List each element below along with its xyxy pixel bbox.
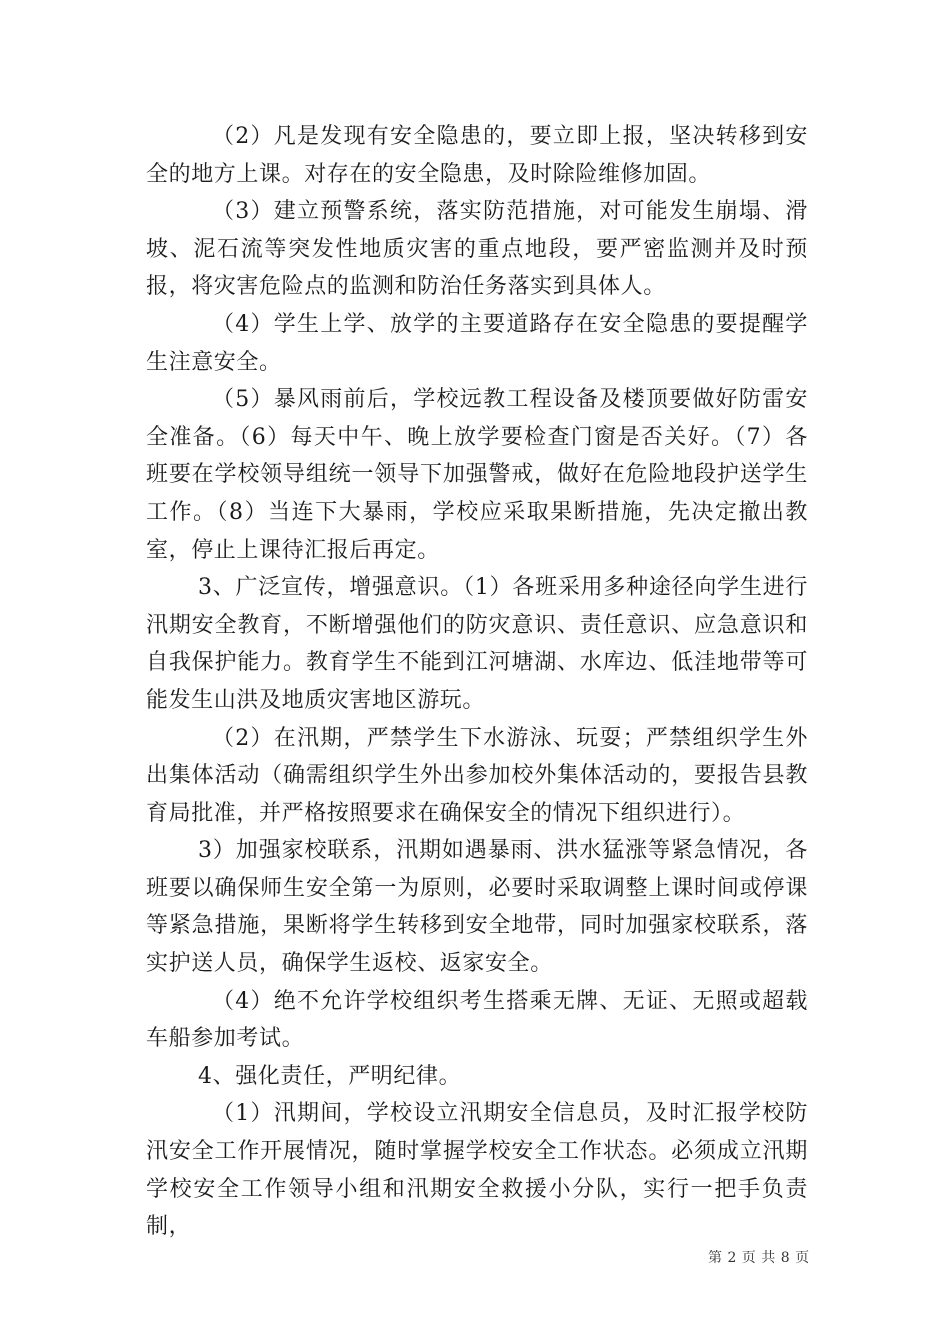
paragraph-section-3: 3、广泛宣传，增强意识。（1）各班采用多种途径向学生进行汛期安全教育，不断增强他们的防灾意识、责任意识、应急意识和自我保护能力。教育学生不能到江河塘湖、水库边、低洼地带等可能发生山洪及地质灾害地区游玩。 [146, 575, 808, 713]
paragraph-4-1: （1）汛期间，学校设立汛期安全信息员，及时汇报学校防汛安全工作开展情况，随时掌握学校安全工作状态。必须成立汛期学校安全工作领导小组和汛期安全救援小分队，实行一把手负责制， [146, 1101, 808, 1240]
paragraph-2: （2）凡是发现有安全隐患的，要立即上报，坚决转移到安全的地方上课。对存在的安全隐患，及时除险维修加固。 [146, 124, 808, 187]
paragraph-3-3: 3）加强家校联系，汛期如遇暴雨、洪水猛涨等紧急情况，各班要以确保师生安全第一为原则，必要时采取调整上课时间或停课等紧急措施，果断将学生转移到安全地带，同时加强家校联系，落实护送人员，确保学生返校、返家安全。 [146, 838, 808, 977]
document-body [146, 118, 808, 1246]
paragraph-3: （3）建立预警系统，落实防范措施，对可能发生崩塌、滑坡、泥石流等突发性地质灾害的重点地段，要严密监测并及时预报，将灾害危险点的监测和防治任务落实到具体人。 [146, 199, 808, 300]
paragraph-section-4: 4、强化责任，严明纪律。 [198, 1063, 462, 1089]
paragraph-4: （4）学生上学、放学的主要道路存在安全隐患的要提醒学生注意安全。 [146, 311, 808, 375]
paragraph-5: （5）暴风雨前后，学校远教工程设备及楼顶要做好防雷安全准备。（6）每天中午、晚上放学要检查门窗是否关好。（7）各班要在学校领导组统一领导下加强警戒，做好在危险地段护送学生工作。（8）当连下大暴雨，学校应采取果断措施，先决定撤出教室，停止上课待汇报后再定。 [146, 387, 808, 563]
paragraph-3-4: （4）绝不允许学校组织考生搭乘无牌、无证、无照或超载车船参加考试。 [146, 988, 808, 1052]
page-number: 第 2 页 共 8 页 [708, 1250, 810, 1266]
paragraph-3-2: （2）在汛期，严禁学生下水游泳、玩耍；严禁组织学生外出集体活动（确需组织学生外出参加校外集体活动的，要报告县教育局批准，并严格按照要求在确保安全的情况下组织进行）。 [146, 725, 808, 826]
